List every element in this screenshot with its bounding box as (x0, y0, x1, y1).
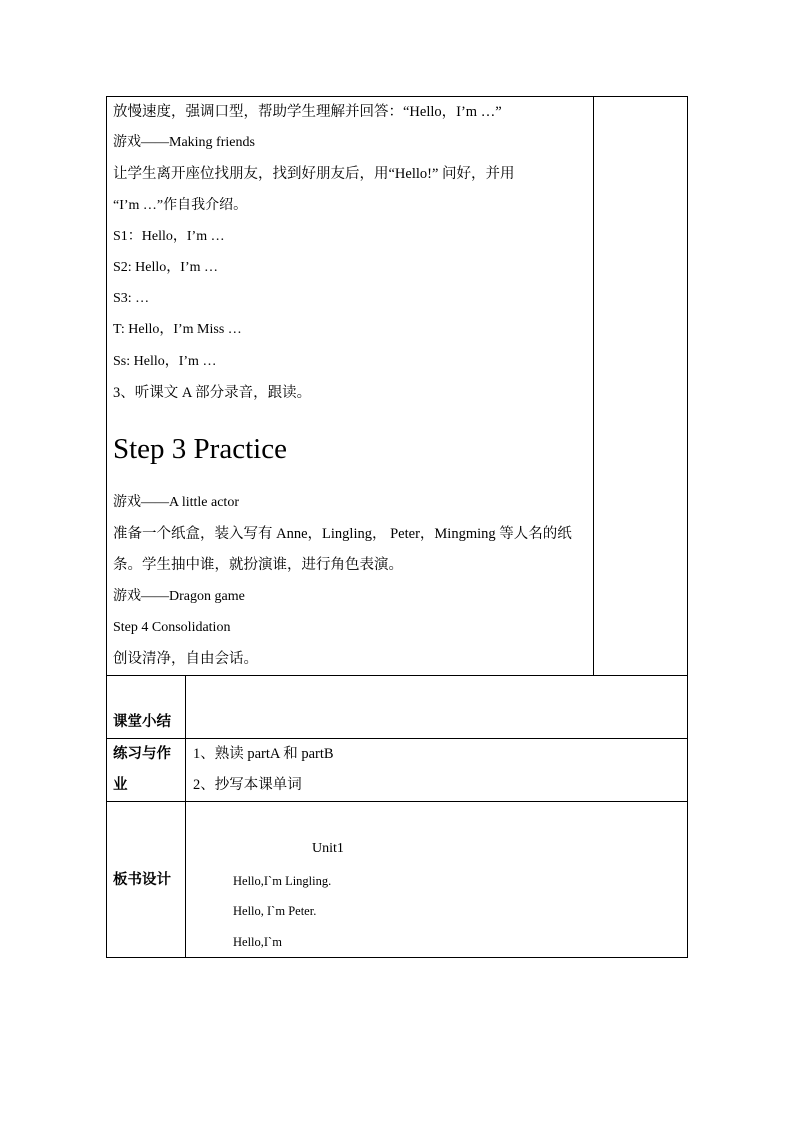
content-line: 游戏——Dragon game (113, 589, 245, 604)
board-line: Hello,I`m Lingling. (233, 874, 332, 888)
homework-label-line1: 练习与作 (113, 746, 171, 762)
board-title: Unit1 (312, 841, 344, 856)
content-line: S2: Hello，I’m … (113, 260, 218, 275)
content-line: 创设清净，自由会话。 (113, 651, 258, 667)
homework-label-line2: 业 (113, 777, 128, 793)
board-label: 板书设计 (113, 872, 171, 888)
content-line: 3、听课文 A 部分录音，跟读。 (113, 385, 312, 401)
label-column-divider (185, 675, 186, 958)
content-line: Ss: Hello，I’m … (113, 354, 217, 369)
notes-column-divider (593, 96, 594, 676)
row-divider-3 (106, 801, 688, 802)
homework-item: 1、熟读 partA 和 partB (193, 746, 334, 762)
summary-label: 课堂小结 (113, 714, 171, 730)
content-line: Step 4 Consolidation (113, 620, 231, 635)
board-line: Hello, I`m Peter. (233, 904, 317, 918)
content-line: 准备一个纸盒，装入写有 Anne，Lingling， Peter，Mingming 等人名的纸 (113, 526, 572, 542)
row-divider-2 (106, 738, 688, 739)
content-line: “I’m …”作自我介绍。 (113, 198, 248, 213)
content-line: 游戏——Making friends (113, 135, 255, 150)
content-line: S3: … (113, 291, 150, 306)
board-line: Hello,I`m (233, 935, 282, 949)
content-line: S1：Hello，I’m … (113, 229, 225, 244)
content-line: T: Hello，I’m Miss … (113, 322, 242, 337)
content-line: 条。学生抽中谁，就扮演谁，进行角色表演。 (113, 557, 403, 573)
content-line: 游戏——A little actor (113, 495, 239, 510)
content-line: 让学生离开座位找朋友，找到好朋友后，用“Hello!” 问好，并用 (113, 166, 515, 182)
row-divider-1 (106, 675, 688, 676)
content-line: 放慢速度，强调口型，帮助学生理解并回答：“Hello，I’m …” (113, 104, 502, 120)
homework-item: 2、抄写本课单词 (193, 777, 302, 793)
step3-heading: Step 3 Practice (113, 433, 287, 465)
